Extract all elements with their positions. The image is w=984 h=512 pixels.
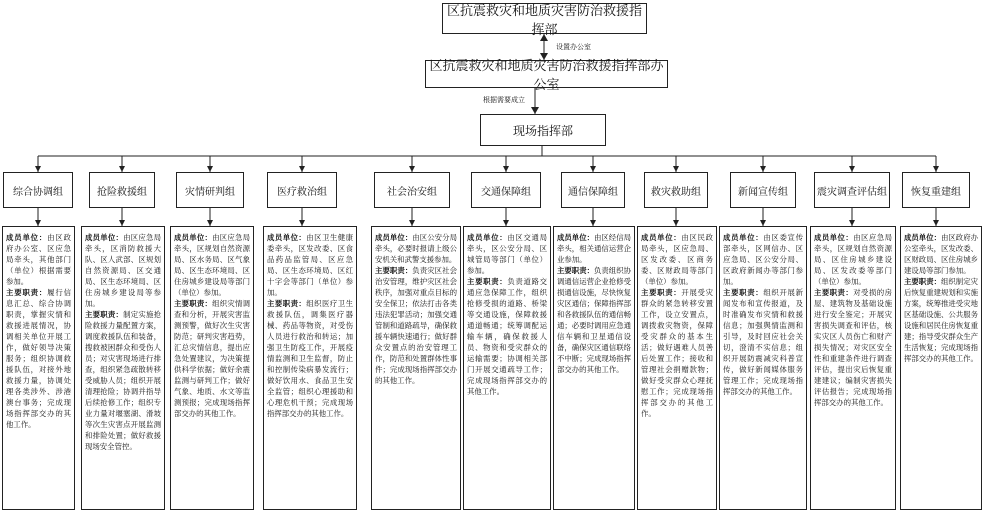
group-members: 由区民政局牵头，区应急局、区发改委、区商务委、区财政局等部门（单位）参加。 [641, 233, 713, 286]
group-box-rescue [89, 172, 155, 208]
members-label: 成员单位： [904, 233, 941, 242]
group-name: 灾情研判组 [185, 186, 235, 198]
group-members: 由区应急局牵头，区规划自然资源局、区住房城乡建设局、区发改委等部门（单位）参加。 [814, 233, 892, 286]
members-label: 成员单位： [723, 233, 764, 242]
duties-label: 主要职责： [467, 277, 508, 286]
office-title: 区抗震救灾和地质灾害防治救援指挥部办公室 [429, 59, 664, 93]
group-box-assessment [176, 172, 244, 208]
duties-label: 主要职责： [904, 277, 941, 286]
duty-box-communication [553, 226, 635, 510]
group-members: 由区政府办公室牵头，区发改委、区财政局、区住房城乡建设局等部门参加。 [904, 233, 978, 275]
setup-office-label: 设置办公室 [556, 43, 591, 51]
field-command-title: 现场指挥部 [512, 123, 573, 138]
group-box-coordination [3, 172, 73, 208]
group-name: 救灾救助组 [651, 186, 701, 198]
duties-label: 主要职责： [557, 266, 594, 275]
duty-box-medical [263, 226, 357, 510]
establish-label: 根据需要成立 [483, 96, 525, 104]
office-box [425, 59, 668, 93]
group-box-communication [561, 172, 625, 208]
group-members: 由区经信局牵头，相关通信运营企业参加。 [557, 233, 631, 264]
group-duties: 开展受灾群众的紧急转移安置工作，设立安置点，调拨救灾物资，保障受灾群众的基本生活；做好遇难人员善后处置工作；接收和管理社会捐赠款物；做好受灾群众心理抚慰工作；完成现场指挥部交办的其他工作。 [641, 288, 713, 418]
group-name: 交通保障组 [481, 186, 531, 198]
group-duties: 负责道路交通应急保障工作，组织抢修受损的道路、桥梁等交通设施，保障救援通道畅通；统筹调配运输车辆，确保救援人员、物资和受灾群众的运输需要；协调相关部门开展交通疏导工作；完成现场指挥部交办的其他工作。 [467, 277, 547, 396]
members-label: 成员单位： [85, 233, 124, 242]
duties-label: 主要职责： [641, 288, 682, 297]
group-duties: 负责组织协调通信运营企业抢修受损通信设施，尽快恢复灾区通信；保障指挥部和各救援队伍的通信畅通；必要时调用应急通信车辆和卫星通信设备，确保灾区通信联络不中断；完成现场指挥部交办的其他工作。 [557, 266, 631, 374]
group-members: 由区政府办公室、区应急局牵头，其他部门（单位）根据需要参加。 [6, 233, 71, 286]
duties-label: 主要职责： [85, 310, 124, 319]
group-duties: 履行信息汇总、综合协调职责，掌握灾情和救援进展情况，协调相关单位开展工作，做好领导决策服务；组织协调救援队伍，对接外地救援力量，协调处理各类涉外、涉港澳台事务；完成现场指挥部交办的其他工作。 [6, 288, 71, 429]
group-name: 恢复重建组 [911, 186, 961, 198]
group-name: 抢险救援组 [97, 186, 147, 198]
duties-label: 主要职责： [814, 288, 854, 297]
duties-label: 主要职责： [174, 299, 213, 308]
duty-box-rescue [81, 226, 165, 510]
group-duties: 组织灾情调查和分析，开展灾害监测预警，做好次生灾害防范；研判灾害趋势，汇总灾情信息，提出应急处置建议，为决策提供科学依据；做好余震监测与研判工作；做好气象、地质、水文等监测预报；完成现场指挥部交办的其他工作。 [174, 299, 250, 418]
top-command-title: 区抗震救灾和地质灾害防治救援指挥部 [446, 3, 642, 38]
duties-label: 主要职责： [375, 266, 413, 275]
group-box-transport [471, 172, 541, 208]
group-box-relief [644, 172, 708, 208]
duty-box-publicity [719, 226, 807, 510]
duties-label: 主要职责： [723, 288, 764, 297]
members-label: 成员单位： [267, 233, 307, 242]
group-name: 新闻宣传组 [738, 186, 788, 198]
group-members: 由区卫生健康委牵头，区发改委、区食品药品监管局、区应急局、区生态环境局、区红十字会等部门（单位）参加。 [267, 233, 353, 297]
group-duties: 制定实施抢险救援力量配置方案，调度救援队伍和装备，搜救被困群众和受伤人员；对灾害现场进行排查，组织紧急疏散转移受威胁人员；组织开展清理抢险；协调并指导后续抢修工作；组织专业力量对堰塞湖、滑坡等次生灾害点开展监测和排险处置；做好救援现场安全管控。 [85, 310, 161, 451]
duties-label: 主要职责： [6, 288, 48, 297]
members-label: 成员单位： [641, 233, 682, 242]
members-label: 成员单位： [174, 233, 213, 242]
group-box-reconstruction [902, 172, 970, 208]
members-label: 成员单位： [375, 233, 413, 242]
members-label: 成员单位： [557, 233, 594, 242]
duty-box-assessment [170, 226, 254, 510]
top-command-box [442, 3, 647, 38]
group-duties: 组织开展新闻发布和宣传报道，及时准确发布灾情和救援信息；加强舆情监测和引导，及时回应社会关切，澄清不实信息；组织开展防震减灾科普宣传，做好新闻媒体服务管理工作；完成现场指挥部交办的其他工作。 [723, 288, 803, 396]
group-members: 由区公安分局牵头，必要时报请上级公安机关和武警支援参加。 [375, 233, 457, 264]
duty-box-evaluation [810, 226, 896, 510]
duty-box-relief [637, 226, 717, 510]
group-name: 医疗救治组 [277, 186, 327, 198]
group-box-medical [267, 172, 337, 208]
group-members: 由区应急局牵头，区规划自然资源局、区水务局、区气象局、区生态环境局、区住房城乡建设局等部门（单位）参加。 [174, 233, 250, 297]
field-command-box [480, 114, 606, 146]
group-members: 由区交通局牵头，区公安分局、区城管局等部门（单位）参加。 [467, 233, 547, 275]
duty-box-reconstruction [900, 226, 982, 510]
group-box-publicity [730, 172, 796, 208]
duties-label: 主要职责： [267, 299, 307, 308]
group-duties: 对受损的房屋、建筑物及基础设施进行安全鉴定；开展灾害损失调查和评估，核实灾区人员伤亡和财产损失情况；对灾区安全性和重建条件进行调查评估，提出灾后恢复重建建议；编制灾害损失评估报告；完成现场指挥部交办的其他工作。 [814, 288, 892, 407]
group-name: 通信保障组 [568, 186, 618, 198]
group-box-evaluation [814, 172, 890, 208]
duty-box-coordination [2, 226, 75, 510]
members-label: 成员单位： [6, 233, 48, 242]
duty-box-security [371, 226, 461, 510]
group-duties: 负责灾区社会治安管理，维护灾区社会秩序，加强对重点目标的安全保卫；依法打击各类违法犯罪活动；加强交通管制和道路疏导，确保救援车辆快速通行；做好群众安置点的治安管理工作，防范和处置群体性事件；完成现场指挥部交办的其他工作。 [375, 266, 457, 385]
group-name: 社会治安组 [387, 186, 437, 198]
group-box-security [374, 172, 450, 208]
group-members: 由区应急局牵头，区消防救援大队、区人武部、区规划自然资源局、区交通局、区生态环境局、区住房城乡建设局等参加。 [85, 233, 161, 308]
group-name: 综合协调组 [13, 186, 63, 198]
group-duties: 组织医疗卫生救援队伍，调集医疗器械、药品等物资，对受伤人员进行救治和转运；加强卫生防疫工作，开展疫情监测和卫生监督，防止和控制传染病暴发流行；做好饮用水、食品卫生安全监管；组织心理援助和心理危机干预；完成现场指挥部交办的其他工作。 [267, 299, 353, 418]
members-label: 成员单位： [814, 233, 854, 242]
members-label: 成员单位： [467, 233, 508, 242]
group-duties: 组织制定灾后恢复重建规划和实施方案，统筹推进受灾地区基础设施、公共服务设施和居民住房恢复重建；指导受灾群众生产生活恢复；完成现场指挥部交办的其他工作。 [904, 277, 978, 363]
group-name: 震灾调查评估组 [817, 186, 887, 198]
group-members: 由区委宣传部牵头，区网信办、区应急局、区公安分局、区政府新闻办等部门参加。 [723, 233, 803, 286]
duty-box-transport [463, 226, 551, 510]
